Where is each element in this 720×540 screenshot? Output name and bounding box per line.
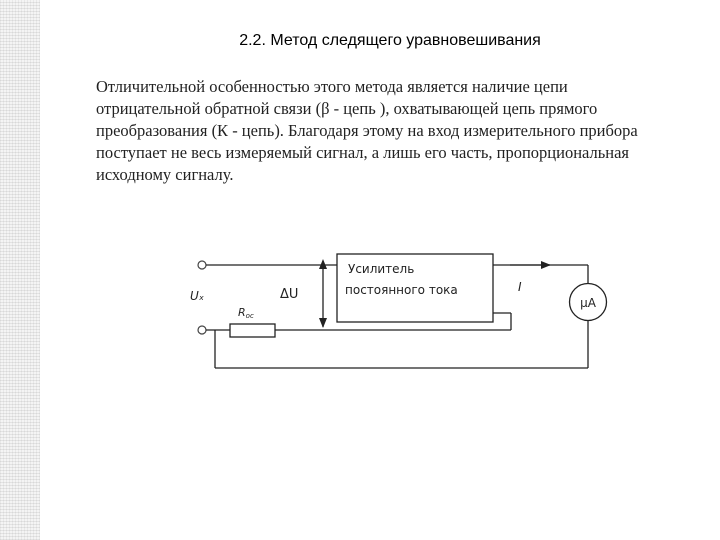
amplifier-label-line1: Усилитель bbox=[348, 262, 415, 276]
microammeter-label: μA bbox=[580, 296, 596, 310]
input-voltage-label: Uₓ bbox=[190, 289, 205, 303]
feedback-resistor-label bbox=[238, 306, 254, 320]
input-terminal-top bbox=[198, 261, 206, 269]
delta-u-label: ΔU bbox=[280, 287, 299, 302]
input-terminal-bottom bbox=[198, 326, 206, 334]
current-label: I bbox=[518, 280, 522, 294]
paragraph-line: Отличительной особенностью этого метода является наличие цепи bbox=[96, 77, 568, 96]
feedback-resistor bbox=[230, 324, 275, 337]
resistor-subscript: ос bbox=[245, 312, 254, 320]
resistor-symbol: R bbox=[238, 306, 246, 319]
paragraph-line: исходному сигналу. bbox=[96, 165, 234, 184]
paragraph-line: поступает не весь измеряемый сигнал, а лишь его часть, пропорциональная bbox=[96, 143, 630, 162]
amplifier-label-line2: постоянного тока bbox=[345, 283, 458, 297]
paragraph-line: отрицательной обратной связи (β - цепь ), охватывающей цепь прямого bbox=[96, 99, 598, 118]
page-title: 2.2. Метод следящего уравновешивания bbox=[239, 32, 541, 49]
paragraph-line: преобразования (К - цепь). Благодаря этому на вход измерительного прибора bbox=[96, 121, 638, 140]
